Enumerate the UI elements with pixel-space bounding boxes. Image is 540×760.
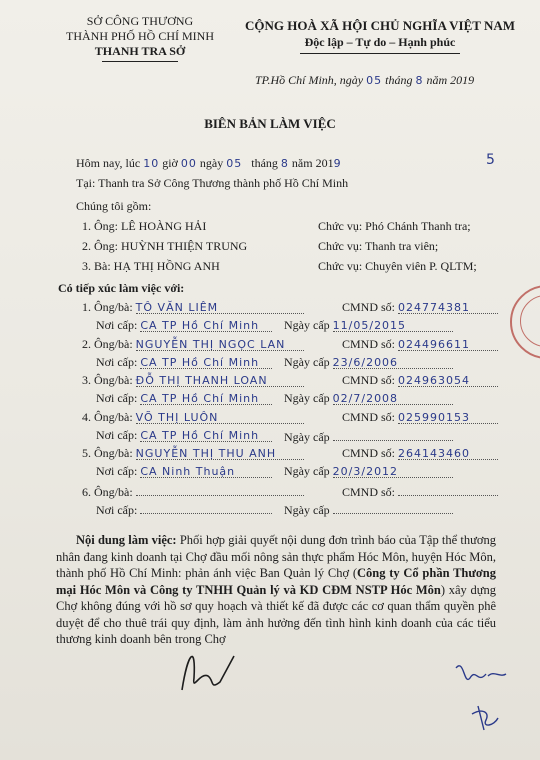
member-role-3: Chức vụ: Chuyên viên P. QLTM; bbox=[318, 259, 477, 273]
cmnd-number: 024774381 bbox=[398, 301, 498, 314]
contact-name bbox=[136, 483, 304, 496]
corner-handwritten-mark: 5 bbox=[486, 152, 496, 168]
contact-name: NGUYỄN THỊ THU ANH bbox=[136, 447, 304, 460]
contact-name: TÔ VĂN LIÊM bbox=[136, 301, 304, 314]
member-name: HẠ THỊ HỒNG ANH bbox=[113, 259, 220, 273]
cmnd-number: 264143460 bbox=[398, 447, 498, 460]
meeting-year-digit: 9 bbox=[333, 157, 342, 170]
work-content-text-2: ) xây dựng Chợ không đúng với hồ sơ quy hoạch và thiết kế đã được các cơ quan thẩm quyền phê duyệt để cho thuê trái quy định, làm ảnh hưởng đến tình hình kinh doanh của các tiểu thương kinh doanh bên trong Chợ bbox=[56, 582, 496, 646]
contact-person-row bbox=[82, 446, 304, 461]
document-title: BIÊN BẢN LÀM VIỆC bbox=[204, 116, 336, 131]
contact-issue-row bbox=[96, 318, 272, 333]
day-label: ngày bbox=[199, 156, 224, 170]
member-row-1 bbox=[82, 219, 206, 234]
issue-place: CA Ninh Thuận bbox=[140, 465, 272, 478]
meeting-month: 8 bbox=[280, 157, 289, 170]
issue-place: CA TP Hồ Chí Minh bbox=[140, 392, 272, 405]
time-prefix: Hôm nay, lúc bbox=[76, 156, 141, 170]
date-label: Ngày cấp bbox=[284, 391, 330, 405]
cmnd-number: 025990153 bbox=[398, 411, 498, 424]
year-label: năm 201 bbox=[291, 156, 334, 170]
contact-number: 2. bbox=[82, 336, 91, 351]
issue-date: 23/6/2006 bbox=[333, 356, 453, 369]
contact-name: ĐỖ THỊ THANH LOAN bbox=[136, 374, 304, 387]
issue-place: CA TP Hồ Chí Minh bbox=[140, 356, 272, 369]
contact-issue-date bbox=[284, 464, 453, 479]
contact-issue-date bbox=[284, 391, 453, 406]
contact-issue-row bbox=[96, 464, 272, 479]
issue-date: 11/05/2015 bbox=[333, 319, 453, 332]
contact-name: VÕ THỊ LUÔN bbox=[136, 411, 304, 424]
country-name: CỘNG HOÀ XÃ HỘI CHỦ NGHĨA VIỆT NAM bbox=[244, 18, 516, 33]
member-name: HUỲNH THIỆN TRUNG bbox=[121, 239, 248, 253]
meeting-location: Tại: Thanh tra Sở Công Thương thành phố Hồ Chí Minh bbox=[76, 176, 349, 190]
contact-cmnd bbox=[342, 300, 498, 315]
date-month: 8 bbox=[415, 74, 424, 87]
contact-person-row bbox=[82, 300, 304, 315]
agency-name-line2: THÀNH PHỐ HỒ CHÍ MINH bbox=[66, 29, 214, 43]
contact-cmnd bbox=[342, 446, 498, 461]
header-right-underline bbox=[300, 53, 460, 54]
contact-person-row bbox=[82, 373, 304, 388]
contact-issue-date bbox=[284, 501, 453, 518]
meeting-day: 05 bbox=[226, 157, 243, 170]
month-label: tháng bbox=[251, 156, 278, 170]
date-label: Ngày cấp bbox=[284, 502, 330, 517]
member-name: LÊ HOÀNG HẢI bbox=[121, 219, 207, 233]
place-label: Nơi cấp: bbox=[96, 318, 138, 332]
member-number: 1. Ông: bbox=[82, 219, 118, 233]
cmnd-label: CMND số: bbox=[342, 484, 396, 499]
issue-place bbox=[140, 501, 272, 514]
cmnd-number: 024963054 bbox=[398, 374, 498, 387]
contact-cmnd bbox=[342, 337, 498, 352]
cmnd-number bbox=[398, 483, 498, 496]
member-row-2 bbox=[82, 239, 247, 254]
issue-date bbox=[333, 501, 453, 514]
cmnd-label: CMND số: bbox=[342, 409, 396, 424]
contact-number: 5. bbox=[82, 446, 91, 460]
document-date bbox=[255, 73, 474, 88]
issue-place: CA TP Hồ Chí Minh bbox=[140, 319, 272, 332]
issue-date bbox=[333, 428, 453, 441]
contact-issue-date bbox=[284, 428, 453, 445]
person-label: Ông/bà: bbox=[94, 484, 133, 499]
header-left-underline bbox=[102, 61, 178, 62]
date-label: Ngày cấp bbox=[284, 354, 330, 369]
contact-person-row bbox=[82, 410, 304, 425]
person-label: Ông/bà: bbox=[94, 409, 133, 424]
issue-date: 20/3/2012 bbox=[333, 465, 453, 478]
agency-name-line3: THANH TRA SỞ bbox=[94, 44, 186, 58]
person-label: Ông/bà: bbox=[94, 300, 133, 314]
person-label: Ông/bà: bbox=[94, 373, 133, 387]
contact-cmnd bbox=[342, 483, 498, 500]
national-motto: Độc lập – Tự do – Hạnh phúc bbox=[304, 35, 456, 49]
contact-number: 6. bbox=[82, 484, 91, 499]
contact-issue-row bbox=[96, 355, 272, 370]
contact-cmnd bbox=[342, 410, 498, 425]
official-stamp bbox=[510, 285, 540, 359]
time-hour: 10 bbox=[143, 157, 160, 170]
contact-issue-row bbox=[96, 428, 272, 443]
date-year: năm 2019 bbox=[426, 73, 475, 87]
cmnd-label: CMND số: bbox=[342, 446, 396, 460]
contacts-heading: Có tiếp xúc làm việc với: bbox=[58, 281, 185, 295]
issue-place: CA TP Hồ Chí Minh bbox=[140, 429, 272, 442]
company-names: Công ty Cổ phần Thương mại Hóc Môn và Công ty TNHH Quản lý và KD CĐM NSTP Hóc Môn bbox=[56, 566, 496, 597]
member-number: 3. Bà: bbox=[82, 259, 111, 273]
place-label: Nơi cấp: bbox=[96, 464, 138, 478]
signature-left bbox=[170, 632, 240, 702]
contact-issue-date bbox=[284, 355, 453, 370]
date-label: Ngày cấp bbox=[284, 429, 330, 444]
place-label: Nơi cấp: bbox=[96, 354, 138, 369]
contact-issue-row bbox=[96, 391, 272, 406]
work-content bbox=[56, 532, 496, 648]
cmnd-label: CMND số: bbox=[342, 373, 396, 387]
agency-name-line1: SỞ CÔNG THƯƠNG bbox=[86, 14, 194, 28]
contact-number: 1. bbox=[82, 300, 91, 314]
cmnd-number: 024496611 bbox=[398, 338, 498, 351]
contact-issue-row bbox=[96, 501, 272, 518]
contact-number: 3. bbox=[82, 373, 91, 387]
date-label: Ngày cấp bbox=[284, 464, 330, 478]
date-label: Ngày cấp bbox=[284, 318, 330, 332]
date-day: 05 bbox=[366, 74, 383, 87]
signature-right bbox=[450, 648, 530, 738]
contact-person-row bbox=[82, 483, 304, 500]
member-role-2: Chức vụ: Thanh tra viên; bbox=[318, 239, 439, 253]
hour-label: giờ bbox=[162, 156, 178, 170]
contact-person-row bbox=[82, 337, 304, 352]
date-month-label: tháng bbox=[385, 73, 413, 87]
meeting-time bbox=[76, 156, 342, 171]
contact-number: 4. bbox=[82, 409, 91, 424]
member-role-1: Chức vụ: Phó Chánh Thanh tra; bbox=[318, 219, 471, 233]
place-label: Nơi cấp: bbox=[96, 427, 138, 442]
work-content-label: Nội dung làm việc: bbox=[76, 533, 177, 547]
person-label: Ông/bà: bbox=[94, 336, 133, 351]
contact-issue-date bbox=[284, 318, 453, 333]
cmnd-label: CMND số: bbox=[342, 336, 396, 351]
date-prefix: TP.Hồ Chí Minh, ngày bbox=[255, 73, 364, 87]
member-row-3 bbox=[82, 259, 220, 274]
person-label: Ông/bà: bbox=[94, 446, 133, 460]
member-number: 2. Ông: bbox=[82, 239, 118, 253]
contact-name: NGUYỄN THỊ NGỌC LAN bbox=[136, 338, 304, 351]
work-content-text-1: Phối hợp giải quyết nội dung đơn trình báo của Tập thể thương nhân đang kinh doanh tại Chợ đầu mối nông sản thực phẩm Hóc Môn, huyện Hóc Môn, thành phố Hồ Chí Minh: phản ánh việc Ban Quản lý Chợ ( bbox=[56, 533, 496, 580]
members-heading: Chúng tôi gồm: bbox=[76, 199, 152, 213]
time-minute: 00 bbox=[180, 157, 197, 170]
issue-date: 02/7/2008 bbox=[333, 392, 453, 405]
place-label: Nơi cấp: bbox=[96, 502, 138, 517]
contact-cmnd bbox=[342, 373, 498, 388]
cmnd-label: CMND số: bbox=[342, 300, 396, 314]
place-label: Nơi cấp: bbox=[96, 391, 138, 405]
